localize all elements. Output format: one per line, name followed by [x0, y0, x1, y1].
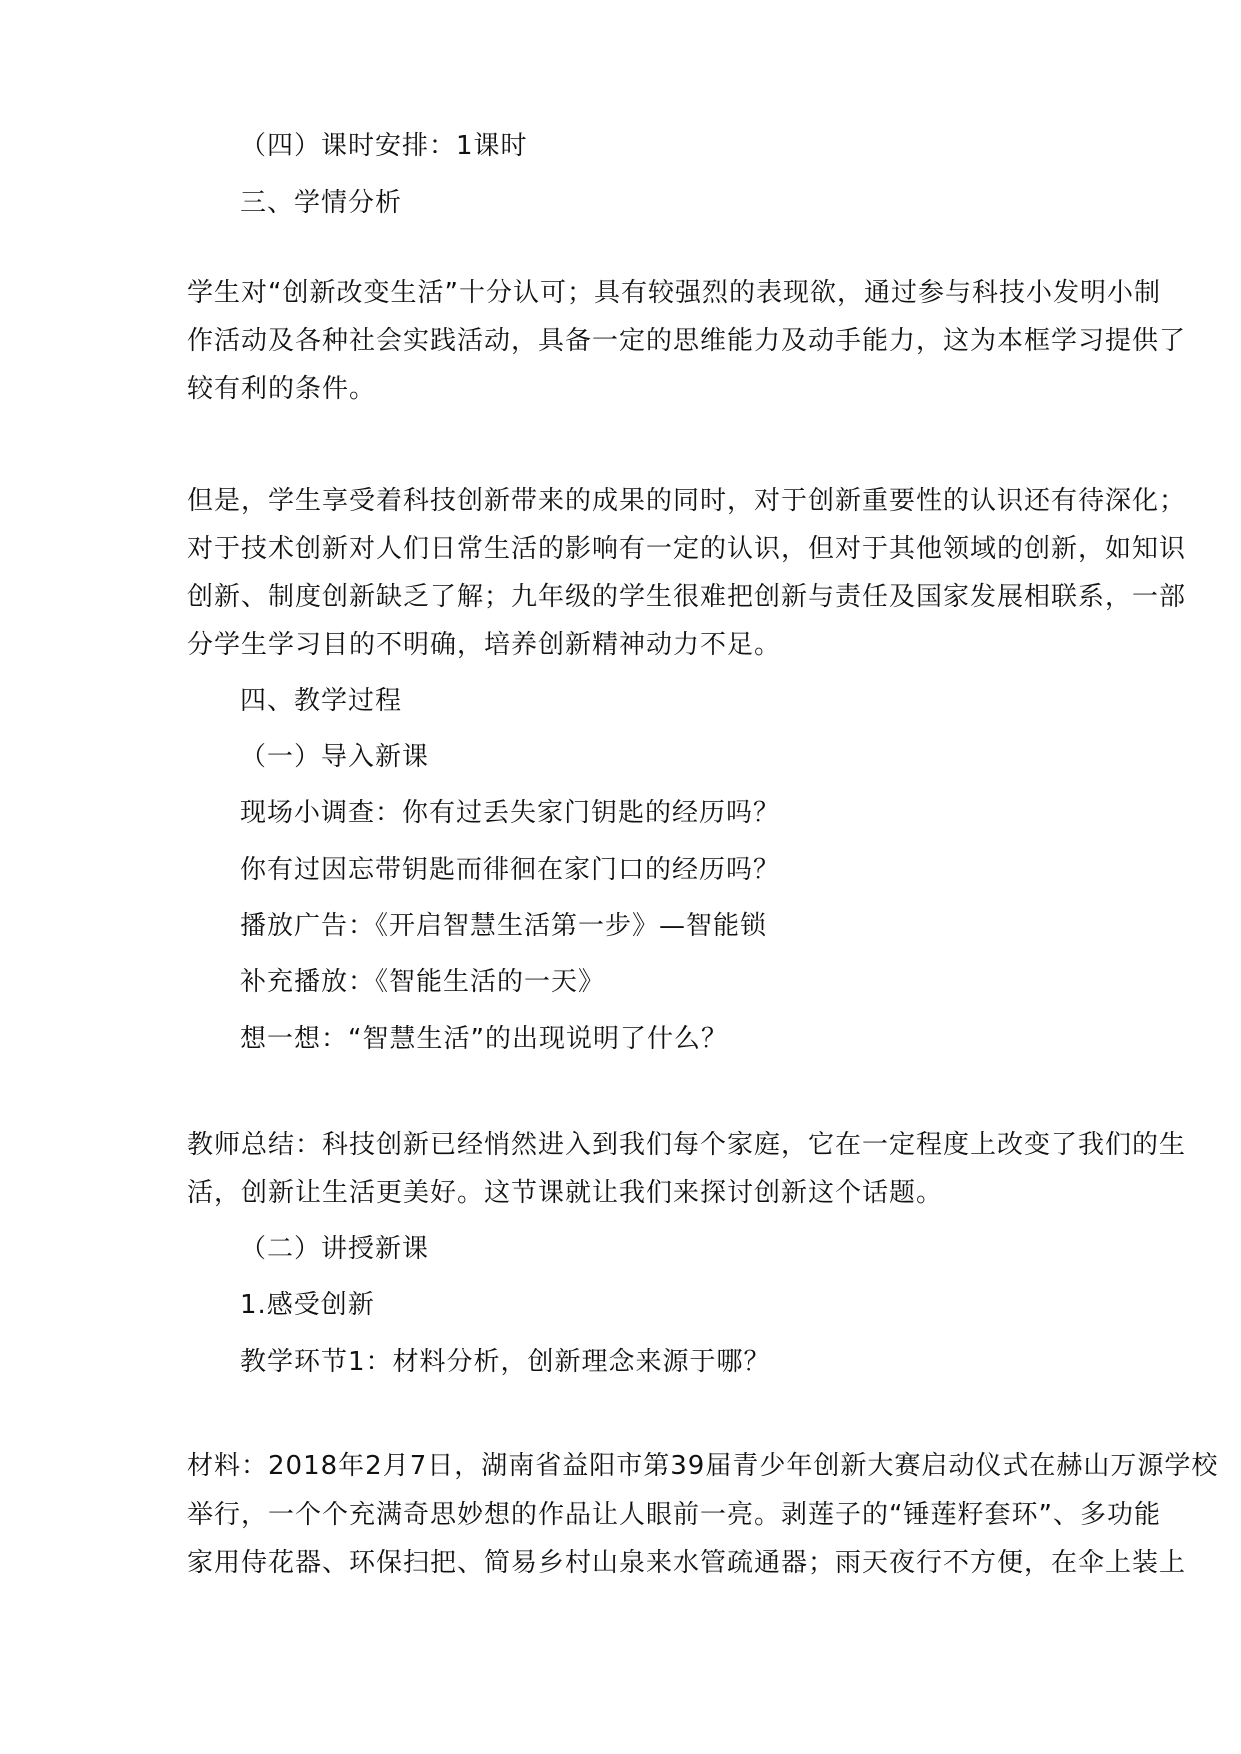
paragraph-line: 活，创新让生活更美好。这节课就让我们来探讨创新这个话题。: [187, 1178, 944, 1208]
paragraph-line: 较有利的条件。: [187, 374, 377, 404]
new-lesson-heading: （二）讲授新课: [240, 1234, 430, 1264]
paragraph-line: 分学生学习目的不明确，培养创新精神动力不足。: [187, 630, 782, 660]
teaching-step-line: 教学环节1：材料分析，创新理念来源于哪？: [240, 1347, 771, 1377]
paragraph-line: 创新、制度创新缺乏了解；九年级的学生很难把创新与责任及国家发展相联系，一部: [187, 582, 1187, 612]
intro-line: 你有过因忘带钥匙而徘徊在家门口的经历吗？: [240, 855, 781, 885]
paragraph-line: 举行，一个个充满奇思妙想的作品让人眼前一亮。剥莲子的“锤莲籽套环”、多功能: [187, 1500, 1161, 1530]
paragraph-line: 家用侍花器、环保扫把、简易乡村山泉来水管疏通器；雨天夜行不方便，在伞上装上: [187, 1548, 1187, 1578]
intro-line: 播放广告：《开启智慧生活第一步》—智能锁: [240, 911, 768, 941]
paragraph-line: 但是，学生享受着科技创新带来的成果的同时，对于创新重要性的认识还有待深化；: [187, 486, 1187, 516]
feel-innovation-heading: 1.感受创新: [240, 1290, 375, 1320]
intro-line: 补充播放：《智能生活的一天》: [240, 967, 606, 997]
paragraph-line: 学生对“创新改变生活”十分认可；具有较强烈的表现欲，通过参与科技小发明小制: [187, 278, 1161, 308]
paragraph-line: 材料：2018年2月7日，湖南省益阳市第39届青少年创新大赛启动仪式在赫山万源学校: [187, 1451, 1219, 1481]
learning-analysis-heading: 三、学情分析: [240, 188, 403, 218]
intro-heading: （一）导入新课: [240, 742, 430, 772]
process-heading: 四、教学过程: [240, 686, 403, 716]
paragraph-line: 作活动及各种社会实践活动，具备一定的思维能力及动手能力，这为本框学习提供了: [187, 326, 1187, 356]
schedule-heading: （四）课时安排：1课时: [240, 131, 528, 161]
paragraph-line: 教师总结：科技创新已经悄然进入到我们每个家庭，它在一定程度上改变了我们的生: [187, 1130, 1187, 1160]
intro-line: 想一想：“智慧生活”的出现说明了什么？: [240, 1024, 728, 1054]
paragraph-line: 对于技术创新对人们日常生活的影响有一定的认识，但对于其他领域的创新，如知识: [187, 534, 1187, 564]
intro-line: 现场小调查：你有过丢失家门钥匙的经历吗？: [240, 798, 781, 828]
